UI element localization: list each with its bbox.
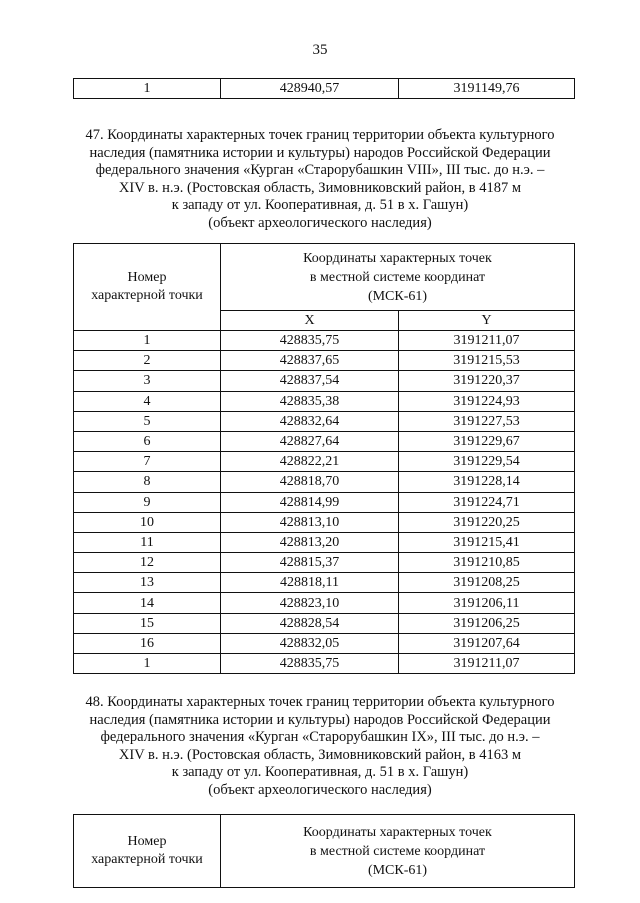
y-coordinate-cell: 3191224,71 bbox=[399, 492, 575, 512]
x-coordinate-cell: 428940,57 bbox=[221, 79, 399, 99]
table-row bbox=[74, 411, 575, 431]
section-47-title bbox=[60, 127, 580, 232]
title-line: (объект археологического наследия) bbox=[208, 214, 432, 231]
section-47-coordinates-table bbox=[73, 243, 575, 674]
point-number-cell: 15 bbox=[74, 613, 221, 633]
table-row bbox=[74, 331, 575, 351]
x-coordinate-cell: 428835,38 bbox=[221, 391, 399, 411]
table-row bbox=[74, 79, 575, 99]
title-line: XIV в. н.э. (Ростовская область, Зимовниковский район, в 4187 м bbox=[118, 179, 522, 196]
x-column-header: X bbox=[221, 311, 399, 331]
y-coordinate-cell: 3191206,11 bbox=[399, 593, 575, 613]
y-coordinate-cell: 3191210,85 bbox=[399, 553, 575, 573]
y-coordinate-cell: 3191208,25 bbox=[399, 573, 575, 593]
table-row bbox=[74, 613, 575, 633]
coordinates-header: Координаты характерных точек в местной системе координат (МСК-61) bbox=[221, 244, 575, 311]
y-column-header: Y bbox=[399, 311, 575, 331]
x-coordinate-cell: 428813,10 bbox=[221, 512, 399, 532]
table-row bbox=[74, 431, 575, 451]
point-number-cell: 14 bbox=[74, 593, 221, 613]
title-line: к западу от ул. Кооперативная, д. 51 в х. Гашун) bbox=[171, 764, 469, 780]
point-number-cell: 12 bbox=[74, 553, 221, 573]
point-number-cell: 1 bbox=[74, 331, 221, 351]
x-coordinate-cell: 428827,64 bbox=[221, 431, 399, 451]
point-number-cell: 16 bbox=[74, 633, 221, 653]
y-coordinate-cell: 3191206,25 bbox=[399, 613, 575, 633]
point-number-cell: 4 bbox=[74, 391, 221, 411]
point-number-cell: 13 bbox=[74, 573, 221, 593]
y-coordinate-cell: 3191224,93 bbox=[399, 391, 575, 411]
x-coordinate-cell: 428818,70 bbox=[221, 472, 399, 492]
y-coordinate-cell: 3191215,53 bbox=[399, 351, 575, 371]
point-number-cell: 3 bbox=[74, 371, 221, 391]
x-coordinate-cell: 428835,75 bbox=[221, 331, 399, 351]
y-coordinate-cell: 3191207,64 bbox=[399, 633, 575, 653]
x-coordinate-cell: 428835,75 bbox=[221, 654, 399, 674]
title-line: наследия (памятника истории и культуры) народов Российской Федерации bbox=[89, 711, 551, 728]
continued-coordinates-table bbox=[73, 78, 575, 99]
y-coordinate-cell: 3191228,14 bbox=[399, 472, 575, 492]
coordinates-header: Координаты характерных точек в местной системе координат (МСК-61) bbox=[221, 815, 575, 888]
title-line: XIV в. н.э. (Ростовская область, Зимовниковский район, в 4163 м bbox=[118, 746, 522, 763]
y-coordinate-cell: 3191149,76 bbox=[399, 79, 575, 99]
y-coordinate-cell: 3191229,54 bbox=[399, 452, 575, 472]
coordinates-table-body bbox=[74, 331, 575, 674]
x-coordinate-cell: 428813,20 bbox=[221, 532, 399, 552]
section-48-coordinates-table bbox=[73, 814, 575, 888]
table-row bbox=[74, 553, 575, 573]
y-coordinate-cell: 3191211,07 bbox=[399, 331, 575, 351]
table-row bbox=[74, 492, 575, 512]
y-coordinate-cell: 3191220,37 bbox=[399, 371, 575, 391]
point-number-header: Номер характерной точки bbox=[74, 244, 221, 331]
table-row bbox=[74, 633, 575, 653]
title-line: федерального значения «Курган «Старорубашкин IX», III тыс. до н.э. – bbox=[100, 729, 540, 745]
section-48-title bbox=[60, 694, 580, 799]
x-coordinate-cell: 428837,54 bbox=[221, 371, 399, 391]
x-coordinate-cell: 428815,37 bbox=[221, 553, 399, 573]
point-number-cell: 7 bbox=[74, 452, 221, 472]
title-line: федерального значения «Курган «Старорубашкин VIII», III тыс. до н.э. – bbox=[95, 162, 545, 178]
x-coordinate-cell: 428837,65 bbox=[221, 351, 399, 371]
table-row bbox=[74, 593, 575, 613]
point-number-cell: 9 bbox=[74, 492, 221, 512]
title-line: 47. Координаты характерных точек границ территории объекта культурного bbox=[85, 127, 555, 143]
x-coordinate-cell: 428832,05 bbox=[221, 633, 399, 653]
y-coordinate-cell: 3191227,53 bbox=[399, 411, 575, 431]
title-line: к западу от ул. Кооперативная, д. 51 в х. Гашун) bbox=[171, 197, 469, 213]
point-number-cell: 2 bbox=[74, 351, 221, 371]
x-coordinate-cell: 428818,11 bbox=[221, 573, 399, 593]
table-row bbox=[74, 472, 575, 492]
point-number-cell: 10 bbox=[74, 512, 221, 532]
point-number-cell: 11 bbox=[74, 532, 221, 552]
y-coordinate-cell: 3191211,07 bbox=[399, 654, 575, 674]
table-row bbox=[74, 573, 575, 593]
page-number: 35 bbox=[312, 42, 328, 58]
point-number-cell: 1 bbox=[74, 654, 221, 674]
x-coordinate-cell: 428822,21 bbox=[221, 452, 399, 472]
title-line: (объект археологического наследия) bbox=[208, 781, 432, 798]
x-coordinate-cell: 428814,99 bbox=[221, 492, 399, 512]
x-coordinate-cell: 428832,64 bbox=[221, 411, 399, 431]
point-number-cell: 8 bbox=[74, 472, 221, 492]
y-coordinate-cell: 3191229,67 bbox=[399, 431, 575, 451]
table-row bbox=[74, 512, 575, 532]
point-number-header: Номер характерной точки bbox=[74, 815, 221, 888]
x-coordinate-cell: 428828,54 bbox=[221, 613, 399, 633]
table-row bbox=[74, 532, 575, 552]
point-number-cell: 1 bbox=[74, 79, 221, 99]
point-number-cell: 5 bbox=[74, 411, 221, 431]
table-row bbox=[74, 371, 575, 391]
point-number-cell: 6 bbox=[74, 431, 221, 451]
table-row bbox=[74, 391, 575, 411]
title-line: 48. Координаты характерных точек границ территории объекта культурного bbox=[85, 694, 555, 710]
y-coordinate-cell: 3191220,25 bbox=[399, 512, 575, 532]
table-row bbox=[74, 654, 575, 674]
y-coordinate-cell: 3191215,41 bbox=[399, 532, 575, 552]
table-row bbox=[74, 351, 575, 371]
x-coordinate-cell: 428823,10 bbox=[221, 593, 399, 613]
table-row bbox=[74, 452, 575, 472]
title-line: наследия (памятника истории и культуры) народов Российской Федерации bbox=[89, 144, 551, 161]
